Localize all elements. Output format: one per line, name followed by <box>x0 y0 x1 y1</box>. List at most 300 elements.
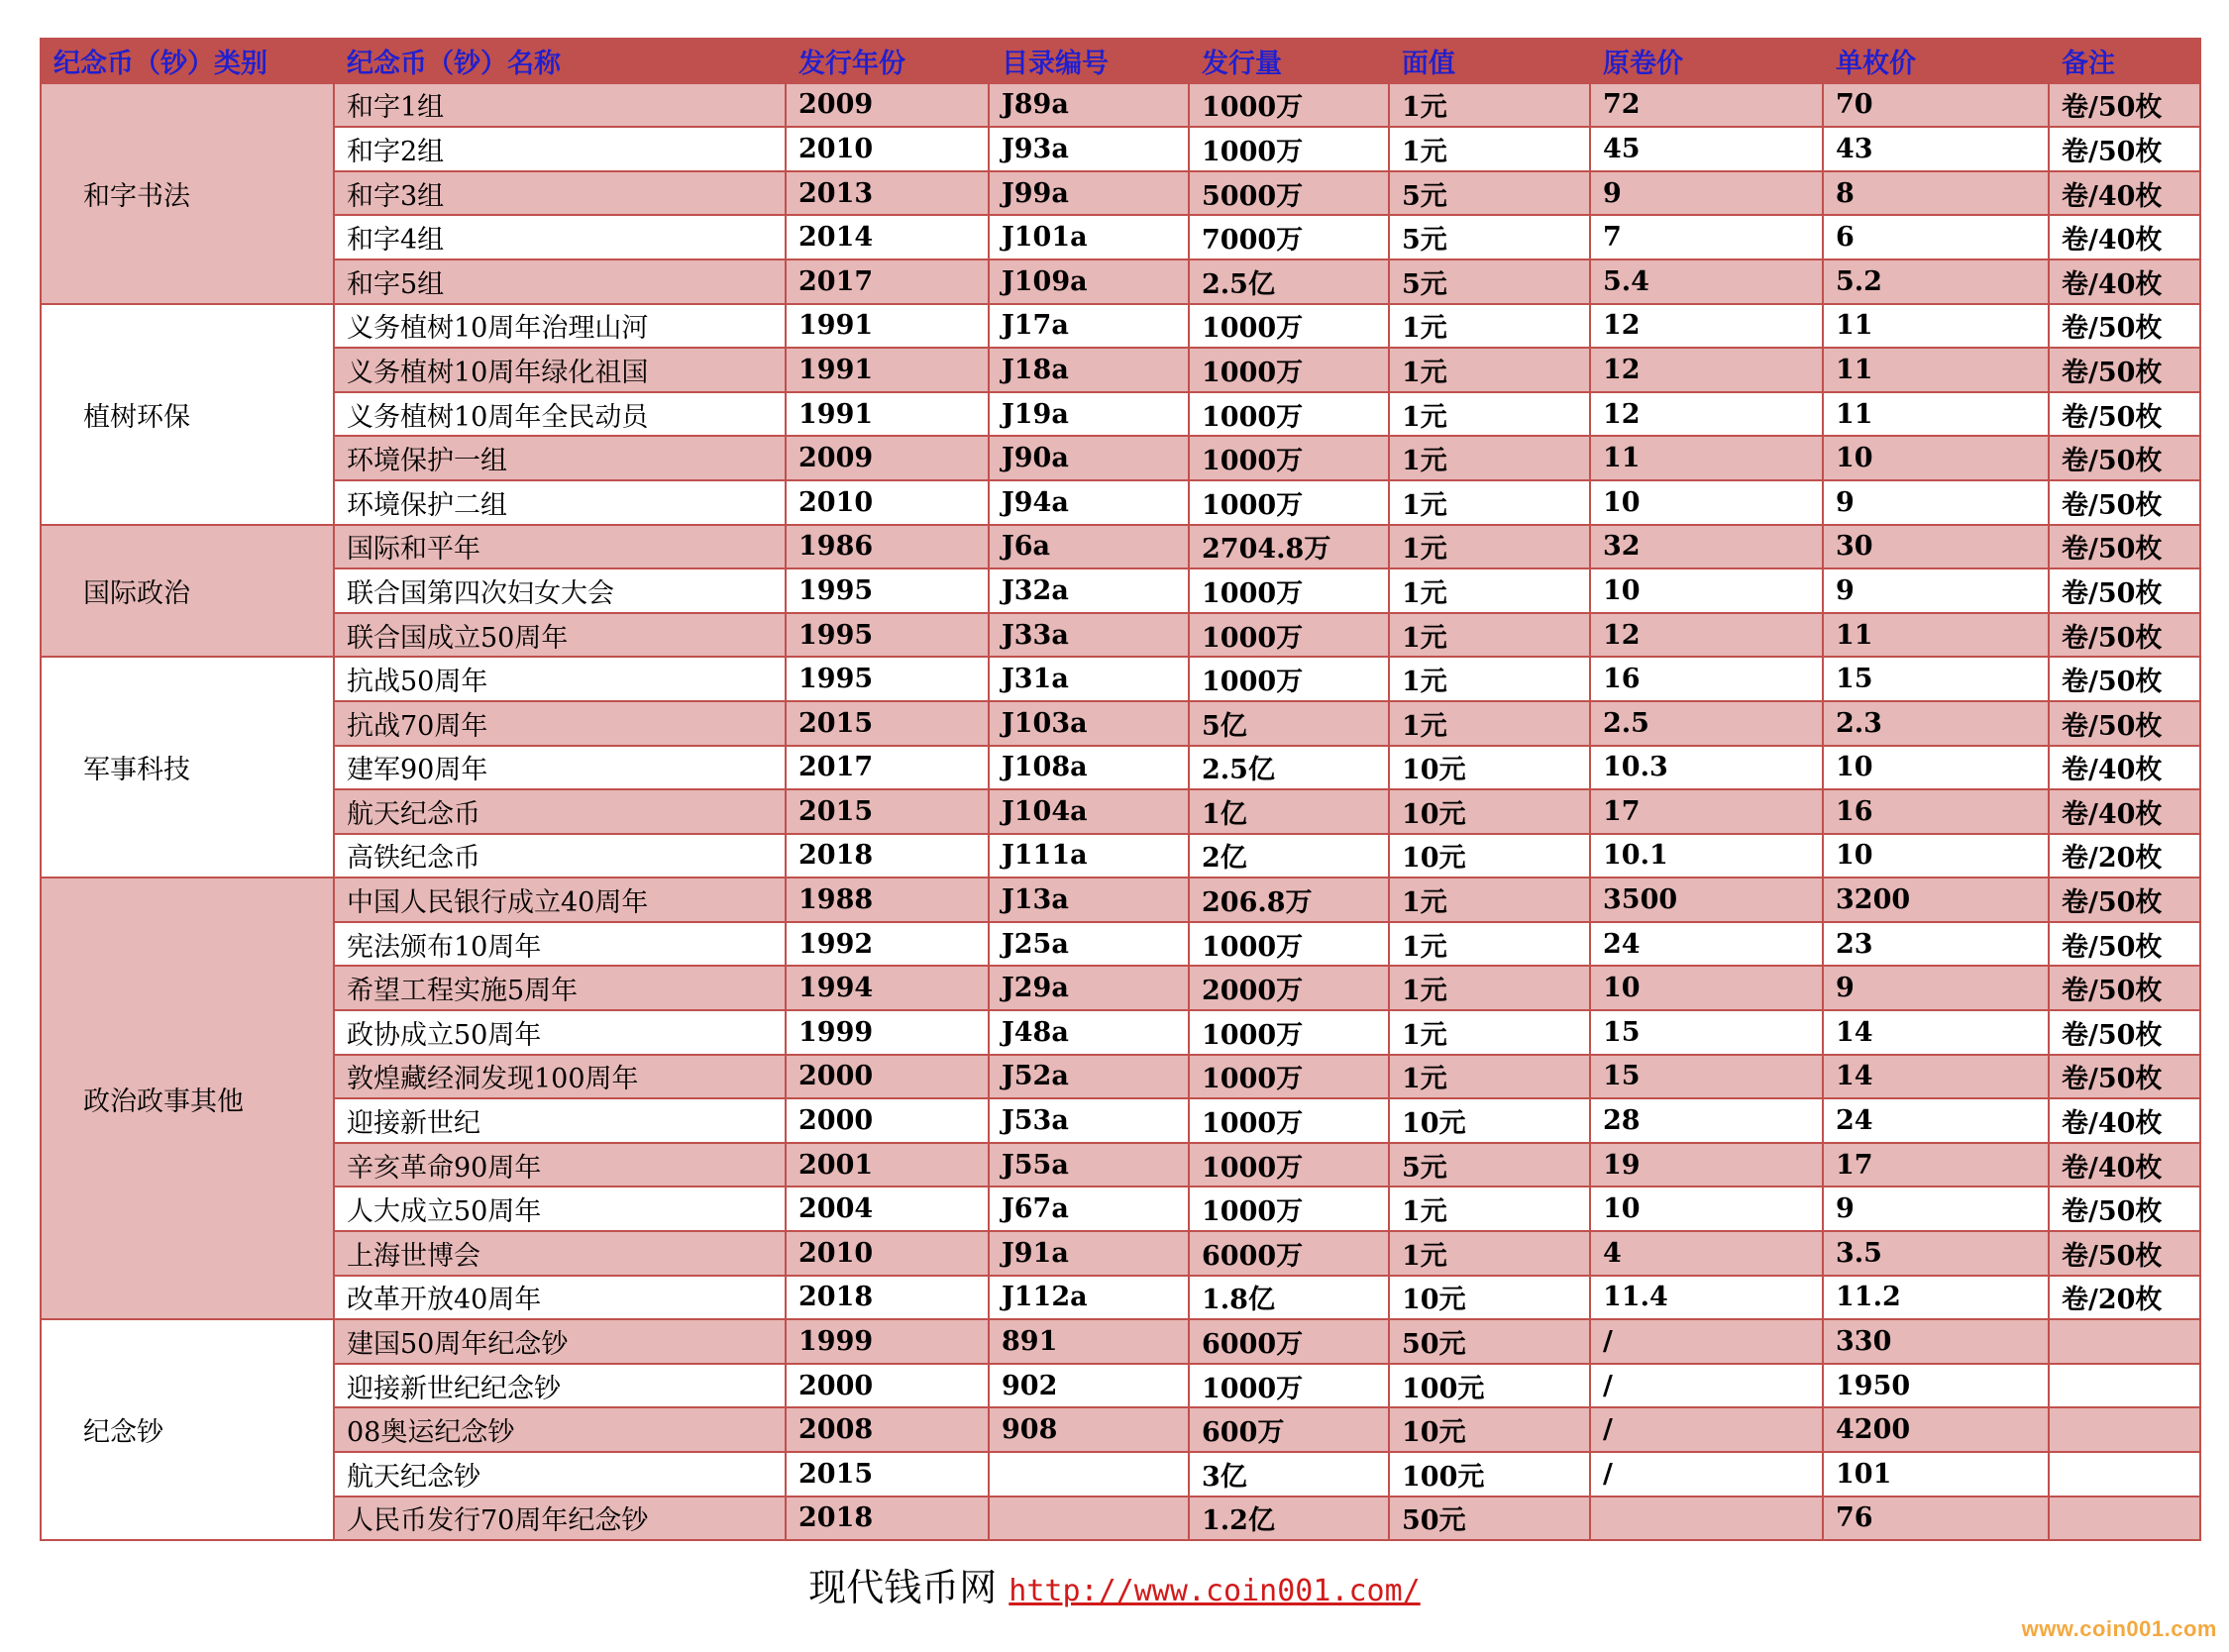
table-cell: 9 <box>1823 480 2049 525</box>
table-cell: 卷/40枚 <box>2049 215 2200 259</box>
table-cell: J55a <box>989 1143 1189 1187</box>
table-cell <box>989 1497 1189 1541</box>
table-cell <box>2049 1452 2200 1497</box>
table-cell: 70 <box>1823 83 2049 128</box>
table-cell: 5元 <box>1389 259 1590 304</box>
table-cell: 10 <box>1823 436 2049 480</box>
table-cell: 2013 <box>786 171 989 216</box>
table-cell: 1000万 <box>1189 1143 1389 1187</box>
table-row <box>41 789 2200 834</box>
coin-name-cell: 义务植树10周年绿化祖国 <box>334 348 786 392</box>
table-cell: 卷/40枚 <box>2049 789 2200 834</box>
table-cell: 2.5亿 <box>1189 259 1389 304</box>
table-cell: 7000万 <box>1189 215 1389 259</box>
table-cell: 101 <box>1823 1452 2049 1497</box>
table-cell: 1000万 <box>1189 1010 1389 1055</box>
table-cell: 1.2亿 <box>1189 1497 1389 1541</box>
table-cell: J48a <box>989 1010 1189 1055</box>
table-cell: 卷/50枚 <box>2049 83 2200 128</box>
table-cell: 6 <box>1823 215 2049 259</box>
table-cell: 11.2 <box>1823 1276 2049 1320</box>
coin-name-cell: 政协成立50周年 <box>334 1010 786 1055</box>
table-cell: J111a <box>989 834 1189 878</box>
table-row <box>41 613 2200 658</box>
table-cell: 2018 <box>786 1276 989 1320</box>
table-cell <box>2049 1319 2200 1364</box>
table-cell: 1000万 <box>1189 1055 1389 1099</box>
table-row <box>41 657 2200 701</box>
table-row <box>41 348 2200 392</box>
table-cell: 卷/20枚 <box>2049 834 2200 878</box>
table-cell: 1.8亿 <box>1189 1276 1389 1320</box>
table-cell: 10 <box>1590 480 1823 525</box>
table-cell: 1991 <box>786 348 989 392</box>
table-cell <box>2049 1497 2200 1541</box>
table-row <box>41 392 2200 437</box>
table-cell: 2000 <box>786 1098 989 1143</box>
table-cell: 11 <box>1823 613 2049 658</box>
table-cell: 2000万 <box>1189 966 1389 1010</box>
coin-name-cell: 和字3组 <box>334 171 786 216</box>
table-cell: J13a <box>989 878 1189 922</box>
table-cell: 1995 <box>786 613 989 658</box>
table-cell: 卷/50枚 <box>2049 525 2200 569</box>
table-cell: 1000万 <box>1189 922 1389 967</box>
table-cell: J17a <box>989 304 1189 349</box>
table-cell: 卷/50枚 <box>2049 922 2200 967</box>
table-row <box>41 966 2200 1010</box>
table-cell: 10元 <box>1389 789 1590 834</box>
table-cell: 600万 <box>1189 1407 1389 1452</box>
table-row <box>41 1497 2200 1541</box>
table-cell: 15 <box>1590 1055 1823 1099</box>
table-cell: 72 <box>1590 83 1823 128</box>
table-cell: 1000万 <box>1189 304 1389 349</box>
table-cell: 10元 <box>1389 746 1590 790</box>
coin-name-cell: 抗战70周年 <box>334 701 786 746</box>
table-cell: 2010 <box>786 480 989 525</box>
table-cell: J90a <box>989 436 1189 480</box>
table-cell: 9 <box>1590 171 1823 216</box>
table-cell: 14 <box>1823 1010 2049 1055</box>
table-cell: 2009 <box>786 436 989 480</box>
table-cell: 76 <box>1823 1497 2049 1541</box>
table-cell: 6000万 <box>1189 1231 1389 1276</box>
table-cell: 卷/50枚 <box>2049 1010 2200 1055</box>
table-row <box>41 1231 2200 1276</box>
table-cell: 24 <box>1823 1098 2049 1143</box>
table-cell: J18a <box>989 348 1189 392</box>
table-cell: 206.8万 <box>1189 878 1389 922</box>
table-cell: 11 <box>1823 348 2049 392</box>
table-cell: 2.5 <box>1590 701 1823 746</box>
table-cell: J6a <box>989 525 1189 569</box>
coin-name-cell: 联合国成立50周年 <box>334 613 786 658</box>
table-cell <box>2049 1407 2200 1452</box>
table-cell: 1元 <box>1389 966 1590 1010</box>
table-cell: 17 <box>1590 789 1823 834</box>
table-cell: 卷/50枚 <box>2049 966 2200 1010</box>
table-cell: 卷/50枚 <box>2049 1055 2200 1099</box>
table-row <box>41 1276 2200 1320</box>
column-header: 发行年份 <box>786 39 989 83</box>
table-cell: J32a <box>989 568 1189 613</box>
coin-name-cell: 和字1组 <box>334 83 786 128</box>
table-row <box>41 171 2200 216</box>
table-cell: 330 <box>1823 1319 2049 1364</box>
table-cell: 11 <box>1823 304 2049 349</box>
table-cell: 1994 <box>786 966 989 1010</box>
table-cell: 17 <box>1823 1143 2049 1187</box>
table-cell: 1元 <box>1389 436 1590 480</box>
table-cell: 3500 <box>1590 878 1823 922</box>
table-cell: 2000 <box>786 1364 989 1408</box>
table-cell: 9 <box>1823 1187 2049 1231</box>
table-cell: 1995 <box>786 568 989 613</box>
table-cell: 5元 <box>1389 1143 1590 1187</box>
footer-site-name: 现代钱币网 <box>808 1566 998 1609</box>
column-header: 目录编号 <box>989 39 1189 83</box>
table-cell: 卷/50枚 <box>2049 1231 2200 1276</box>
table-cell: 卷/40枚 <box>2049 746 2200 790</box>
table-cell: 11 <box>1590 436 1823 480</box>
table-row <box>41 1407 2200 1452</box>
table-cell: 5.2 <box>1823 259 2049 304</box>
coin-name-cell: 联合国第四次妇女大会 <box>334 568 786 613</box>
table-row <box>41 878 2200 922</box>
category-cell: 和字书法 <box>41 83 334 304</box>
table-cell: J94a <box>989 480 1189 525</box>
table-cell: 1992 <box>786 922 989 967</box>
table-cell: 10 <box>1590 966 1823 1010</box>
table-cell: 10元 <box>1389 834 1590 878</box>
table-cell: 2010 <box>786 1231 989 1276</box>
table-cell: 卷/40枚 <box>2049 1143 2200 1187</box>
table-cell: 15 <box>1590 1010 1823 1055</box>
table-cell: 7 <box>1590 215 1823 259</box>
table-cell: 5元 <box>1389 171 1590 216</box>
table-cell: 1991 <box>786 304 989 349</box>
table-cell: 24 <box>1590 922 1823 967</box>
table-cell: 卷/50枚 <box>2049 436 2200 480</box>
coin-price-table <box>40 38 2201 1541</box>
table-cell: 卷/50枚 <box>2049 348 2200 392</box>
table-row <box>41 83 2200 128</box>
table-cell: 卷/50枚 <box>2049 127 2200 171</box>
footer-site-link[interactable]: http://www.coin001.com/ <box>1008 1574 1421 1608</box>
table-cell: 卷/40枚 <box>2049 1098 2200 1143</box>
category-cell: 军事科技 <box>41 657 334 878</box>
table-cell <box>989 1452 1189 1497</box>
table-cell: 3亿 <box>1189 1452 1389 1497</box>
table-cell: J89a <box>989 83 1189 128</box>
table-cell: 2000 <box>786 1055 989 1099</box>
table-cell: 1000万 <box>1189 83 1389 128</box>
table-cell: 891 <box>989 1319 1189 1364</box>
table-cell: 卷/50枚 <box>2049 613 2200 658</box>
table-cell: 1000万 <box>1189 1098 1389 1143</box>
table-cell: 卷/50枚 <box>2049 701 2200 746</box>
table-cell: J109a <box>989 259 1189 304</box>
table-row <box>41 480 2200 525</box>
coin-name-cell: 建国50周年纪念钞 <box>334 1319 786 1364</box>
table-row <box>41 259 2200 304</box>
table-cell: J103a <box>989 701 1189 746</box>
table-cell: 12 <box>1590 348 1823 392</box>
table-cell: 1元 <box>1389 1231 1590 1276</box>
table-cell: 10 <box>1823 746 2049 790</box>
column-header: 备注 <box>2049 39 2200 83</box>
coin-name-cell: 高铁纪念币 <box>334 834 786 878</box>
table-cell: 43 <box>1823 127 2049 171</box>
coin-name-cell: 和字4组 <box>334 215 786 259</box>
table-row <box>41 1055 2200 1099</box>
table-row <box>41 1319 2200 1364</box>
column-header: 单枚价 <box>1823 39 2049 83</box>
table-cell: 卷/50枚 <box>2049 392 2200 437</box>
table-cell: 12 <box>1590 304 1823 349</box>
table-cell: 2015 <box>786 701 989 746</box>
table-row <box>41 834 2200 878</box>
table-cell: 1991 <box>786 392 989 437</box>
table-cell: 2亿 <box>1189 834 1389 878</box>
coin-name-cell: 人民币发行70周年纪念钞 <box>334 1497 786 1541</box>
table-cell: J19a <box>989 392 1189 437</box>
table-cell: 50元 <box>1389 1319 1590 1364</box>
table-cell: 45 <box>1590 127 1823 171</box>
table-cell: 2018 <box>786 1497 989 1541</box>
category-cell: 政治政事其他 <box>41 878 334 1319</box>
table-cell: 5000万 <box>1189 171 1389 216</box>
table-row <box>41 525 2200 569</box>
coin-name-cell: 环境保护一组 <box>334 436 786 480</box>
table-cell: 1000万 <box>1189 392 1389 437</box>
table-cell: 1000万 <box>1189 436 1389 480</box>
column-header: 面值 <box>1389 39 1590 83</box>
coin-name-cell: 航天纪念币 <box>334 789 786 834</box>
coin-name-cell: 建军90周年 <box>334 746 786 790</box>
table-cell: 3.5 <box>1823 1231 2049 1276</box>
table-cell: 908 <box>989 1407 1189 1452</box>
coin-name-cell: 辛亥革命90周年 <box>334 1143 786 1187</box>
table-cell: 16 <box>1590 657 1823 701</box>
coin-name-cell: 国际和平年 <box>334 525 786 569</box>
category-cell: 国际政治 <box>41 525 334 658</box>
table-cell: 1元 <box>1389 1010 1590 1055</box>
table-cell: 16 <box>1823 789 2049 834</box>
table-cell: 1元 <box>1389 701 1590 746</box>
column-header: 纪念币（钞）名称 <box>334 39 786 83</box>
table-cell: 1元 <box>1389 568 1590 613</box>
table-cell: 卷/40枚 <box>2049 259 2200 304</box>
footer <box>0 1557 2229 1611</box>
table-cell: 卷/50枚 <box>2049 568 2200 613</box>
table-cell: 2001 <box>786 1143 989 1187</box>
coin-name-cell: 人大成立50周年 <box>334 1187 786 1231</box>
table-cell: 9 <box>1823 568 2049 613</box>
coin-name-cell: 改革开放40周年 <box>334 1276 786 1320</box>
table-cell: 1000万 <box>1189 480 1389 525</box>
table-cell: J112a <box>989 1276 1189 1320</box>
column-header: 发行量 <box>1189 39 1389 83</box>
table-cell: / <box>1590 1319 1823 1364</box>
table-cell: 1元 <box>1389 304 1590 349</box>
category-cell: 植树环保 <box>41 304 334 525</box>
table-cell: 卷/50枚 <box>2049 304 2200 349</box>
table-cell: 1元 <box>1389 922 1590 967</box>
coin-name-cell: 08奥运纪念钞 <box>334 1407 786 1452</box>
table-row <box>41 746 2200 790</box>
table-cell: 1986 <box>786 525 989 569</box>
table-row <box>41 1364 2200 1408</box>
table-row <box>41 1098 2200 1143</box>
table-cell: 19 <box>1590 1143 1823 1187</box>
table-cell: 8 <box>1823 171 2049 216</box>
coin-name-cell: 希望工程实施5周年 <box>334 966 786 1010</box>
table-cell: 1000万 <box>1189 348 1389 392</box>
table-cell: 10元 <box>1389 1276 1590 1320</box>
table-cell: 5亿 <box>1189 701 1389 746</box>
table-row <box>41 436 2200 480</box>
table-row <box>41 701 2200 746</box>
table-cell: 28 <box>1590 1098 1823 1143</box>
table-cell: 11 <box>1823 392 2049 437</box>
table-cell: 23 <box>1823 922 2049 967</box>
table-cell: 1元 <box>1389 127 1590 171</box>
table-row <box>41 1143 2200 1187</box>
table-cell: 2704.8万 <box>1189 525 1389 569</box>
table-cell <box>1590 1497 1823 1541</box>
table-cell: J101a <box>989 215 1189 259</box>
table-cell: 10 <box>1590 1187 1823 1231</box>
table-cell: J108a <box>989 746 1189 790</box>
table-cell: 1元 <box>1389 613 1590 658</box>
table-cell: 2008 <box>786 1407 989 1452</box>
coin-name-cell: 环境保护二组 <box>334 480 786 525</box>
table-cell: 10 <box>1590 568 1823 613</box>
table-cell: 10元 <box>1389 1098 1590 1143</box>
table-cell: 6000万 <box>1189 1319 1389 1364</box>
coin-name-cell: 航天纪念钞 <box>334 1452 786 1497</box>
table-header-row <box>41 39 2200 83</box>
table-cell: 卷/50枚 <box>2049 878 2200 922</box>
table-cell: J52a <box>989 1055 1189 1099</box>
coin-name-cell: 上海世博会 <box>334 1231 786 1276</box>
table-cell: 902 <box>989 1364 1189 1408</box>
table-cell <box>2049 1364 2200 1408</box>
coin-name-cell: 敦煌藏经洞发现100周年 <box>334 1055 786 1099</box>
table-cell: 2018 <box>786 834 989 878</box>
table-row <box>41 1010 2200 1055</box>
coin-name-cell: 迎接新世纪 <box>334 1098 786 1143</box>
table-cell: 2.5亿 <box>1189 746 1389 790</box>
table-cell: 1000万 <box>1189 1187 1389 1231</box>
coin-name-cell: 和字2组 <box>334 127 786 171</box>
column-header: 原卷价 <box>1590 39 1823 83</box>
category-cell: 纪念钞 <box>41 1319 334 1540</box>
table-cell: 1元 <box>1389 657 1590 701</box>
table-cell: J29a <box>989 966 1189 1010</box>
coin-name-cell: 和字5组 <box>334 259 786 304</box>
table-cell: 卷/50枚 <box>2049 1187 2200 1231</box>
table-cell: J53a <box>989 1098 1189 1143</box>
table-cell: 14 <box>1823 1055 2049 1099</box>
table-cell: 1999 <box>786 1319 989 1364</box>
table-row <box>41 1187 2200 1231</box>
table-row <box>41 1452 2200 1497</box>
table-cell: 卷/50枚 <box>2049 480 2200 525</box>
table-cell: 1元 <box>1389 392 1590 437</box>
coin-name-cell: 抗战50周年 <box>334 657 786 701</box>
table-row <box>41 215 2200 259</box>
table-cell: 2004 <box>786 1187 989 1231</box>
table-cell: J25a <box>989 922 1189 967</box>
table-cell: 1元 <box>1389 525 1590 569</box>
table-cell: 2015 <box>786 789 989 834</box>
table-cell: 5元 <box>1389 215 1590 259</box>
table-cell: 1000万 <box>1189 1364 1389 1408</box>
table-cell: 1000万 <box>1189 657 1389 701</box>
coin-name-cell: 迎接新世纪纪念钞 <box>334 1364 786 1408</box>
table-cell: 2009 <box>786 83 989 128</box>
table-cell: 32 <box>1590 525 1823 569</box>
table-cell: 卷/40枚 <box>2049 171 2200 216</box>
table-cell: J104a <box>989 789 1189 834</box>
table-cell: 100元 <box>1389 1364 1590 1408</box>
table-body <box>41 83 2200 1541</box>
table-cell: 10 <box>1823 834 2049 878</box>
table-cell: 10元 <box>1389 1407 1590 1452</box>
table-cell: 11.4 <box>1590 1276 1823 1320</box>
table-cell: 2017 <box>786 746 989 790</box>
table-cell: 1988 <box>786 878 989 922</box>
column-header: 纪念币（钞）类别 <box>41 39 334 83</box>
table-row <box>41 127 2200 171</box>
table-cell: 1999 <box>786 1010 989 1055</box>
table-cell: 12 <box>1590 613 1823 658</box>
table-cell: J31a <box>989 657 1189 701</box>
table-cell: / <box>1590 1452 1823 1497</box>
table-cell: 1元 <box>1389 348 1590 392</box>
watermark-logo: www.coin001.com <box>2021 1616 2217 1641</box>
table-cell: 9 <box>1823 966 2049 1010</box>
table-cell: 5.4 <box>1590 259 1823 304</box>
table-cell: J93a <box>989 127 1189 171</box>
table-cell: 卷/20枚 <box>2049 1276 2200 1320</box>
table-cell: 1元 <box>1389 1055 1590 1099</box>
table-cell: 1亿 <box>1189 789 1389 834</box>
table-cell: / <box>1590 1364 1823 1408</box>
table-cell: 1元 <box>1389 878 1590 922</box>
table-cell: 2010 <box>786 127 989 171</box>
table-cell: J67a <box>989 1187 1189 1231</box>
table-cell: J33a <box>989 613 1189 658</box>
table-cell: 15 <box>1823 657 2049 701</box>
table-cell: 50元 <box>1389 1497 1590 1541</box>
coin-name-cell: 宪法颁布10周年 <box>334 922 786 967</box>
table-cell: 4200 <box>1823 1407 2049 1452</box>
table-row <box>41 304 2200 349</box>
table-cell: 1元 <box>1389 83 1590 128</box>
coin-name-cell: 义务植树10周年治理山河 <box>334 304 786 349</box>
coin-name-cell: 义务植树10周年全民动员 <box>334 392 786 437</box>
coin-name-cell: 中国人民银行成立40周年 <box>334 878 786 922</box>
table-cell: J91a <box>989 1231 1189 1276</box>
table-cell: 1000万 <box>1189 127 1389 171</box>
table-row <box>41 568 2200 613</box>
table-cell: 1元 <box>1389 1187 1590 1231</box>
table-cell: 卷/50枚 <box>2049 657 2200 701</box>
